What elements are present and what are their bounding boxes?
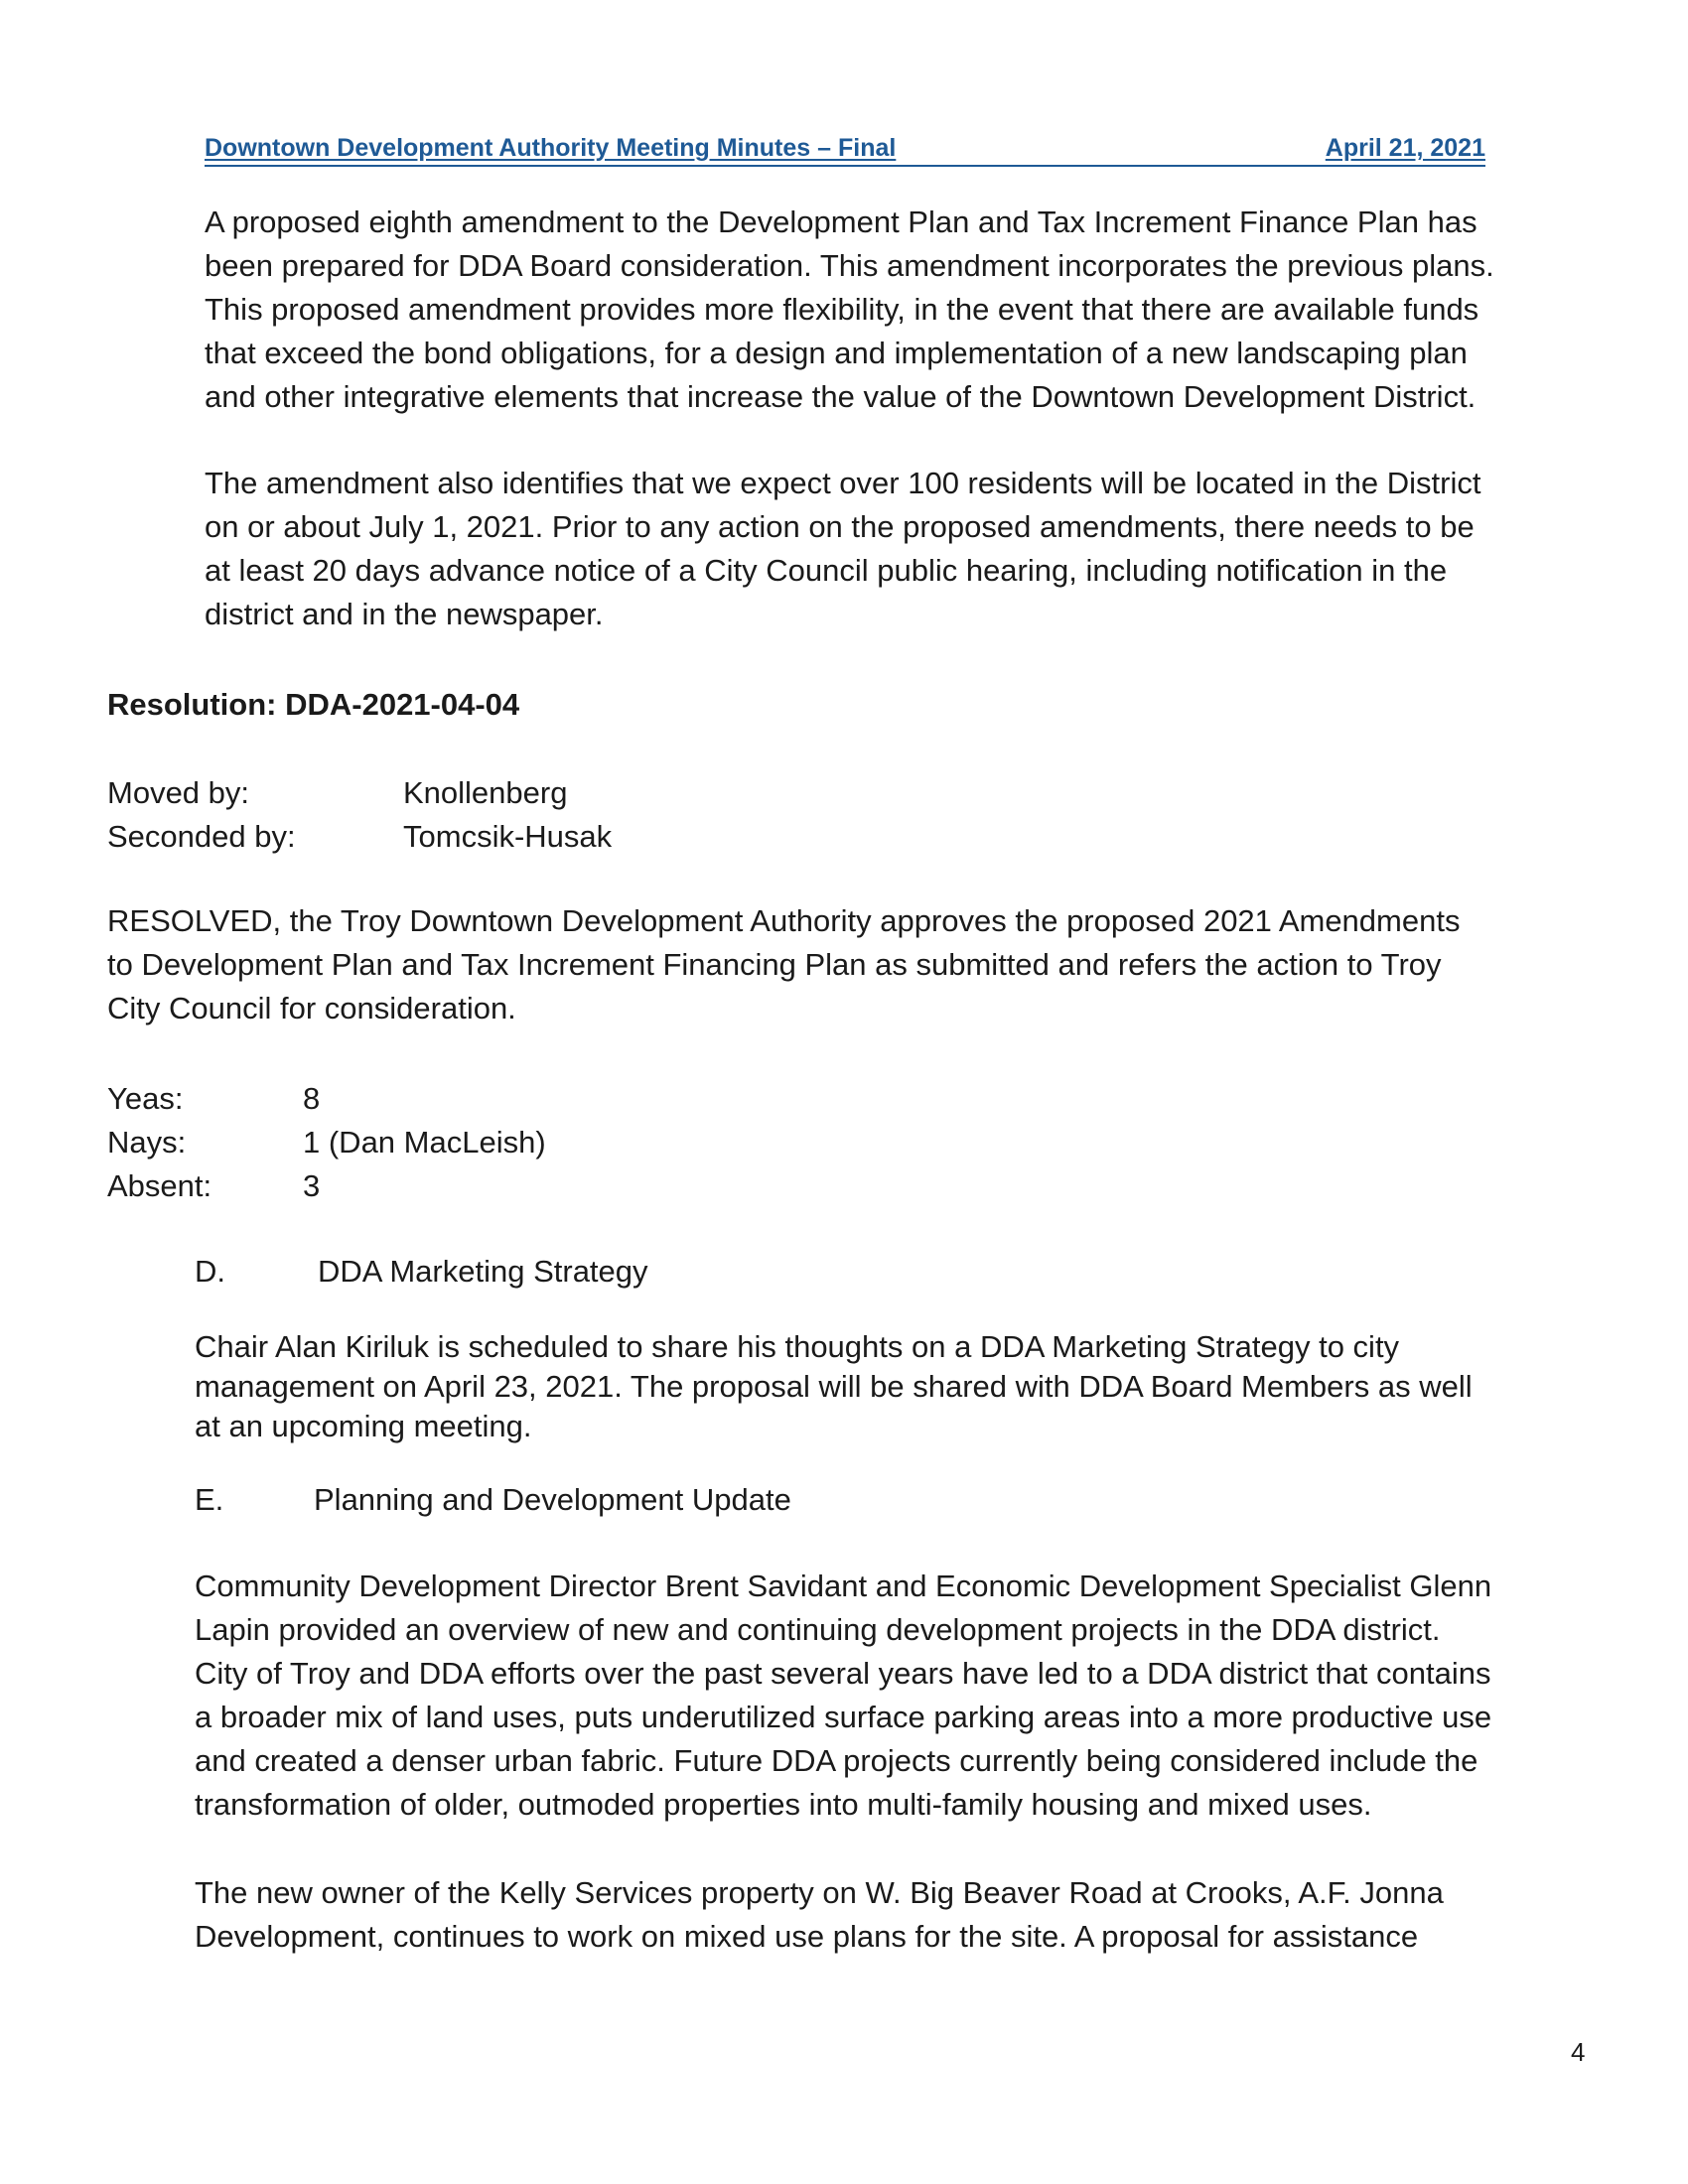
yeas-value: 8	[303, 1081, 321, 1116]
section-d-letter: D.	[195, 1254, 225, 1289]
text-line: Development, continues to work on mixed use plans for the site. A proposal for assistance	[195, 1919, 1419, 1954]
text-line: that exceed the bond obligations, for a design and implementation of a new landscaping plan	[205, 336, 1468, 370]
text-line: management on April 23, 2021. The proposal will be shared with DDA Board Members as well	[195, 1369, 1473, 1404]
section-d-text	[195, 1327, 1473, 1446]
text-line: a broader mix of land uses, puts underutilized surface parking areas into a more productive use	[195, 1700, 1492, 1734]
text-line: A proposed eighth amendment to the Development Plan and Tax Increment Finance Plan has	[205, 205, 1477, 239]
moved-by-label: Moved by:	[107, 775, 250, 810]
intro-paragraph-2	[205, 462, 1480, 636]
text-line: been prepared for DDA Board consideration. This amendment incorporates the previous plans.	[205, 248, 1494, 283]
text-line: Community Development Director Brent Savidant and Economic Development Specialist Glenn	[195, 1569, 1492, 1603]
absent-value: 3	[303, 1168, 321, 1203]
text-line: The new owner of the Kelly Services property on W. Big Beaver Road at Crooks, A.F. Jonna	[195, 1875, 1444, 1910]
text-line: This proposed amendment provides more flexibility, in the event that there are available funds	[205, 292, 1479, 327]
nays-label: Nays:	[107, 1125, 187, 1160]
section-e-letter: E.	[195, 1482, 224, 1517]
text-line: and created a denser urban fabric. Future DDA projects currently being considered include the	[195, 1743, 1478, 1778]
text-line: City of Troy and DDA efforts over the past several years have led to a DDA district that contains	[195, 1656, 1491, 1691]
section-e-paragraph-2	[195, 1871, 1444, 1959]
section-d-title: DDA Marketing Strategy	[318, 1254, 648, 1289]
header-title: Downtown Development Authority Meeting Minutes – Final	[205, 134, 897, 162]
text-line: The amendment also identifies that we expect over 100 residents will be located in the District	[205, 466, 1481, 500]
text-line: at an upcoming meeting.	[195, 1409, 532, 1443]
text-line: Chair Alan Kiriluk is scheduled to share his thoughts on a DDA Marketing Strategy to city	[195, 1329, 1400, 1364]
text-line: transformation of older, outmoded properties into multi-family housing and mixed uses.	[195, 1787, 1372, 1822]
yeas-label: Yeas:	[107, 1081, 184, 1116]
page-number: 4	[1571, 2037, 1586, 2067]
text-line: at least 20 days advance notice of a City Council public hearing, including notification in the	[205, 553, 1448, 588]
header-date: April 21, 2021	[1325, 134, 1485, 162]
nays-value: 1 (Dan MacLeish)	[303, 1125, 546, 1160]
text-line: and other integrative elements that increase the value of the Downtown Development District.	[205, 379, 1477, 414]
resolution-text	[107, 899, 1460, 1030]
section-e-paragraph-1	[195, 1565, 1491, 1827]
seconded-by-value: Tomcsik-Husak	[403, 819, 613, 854]
seconded-by-label: Seconded by:	[107, 819, 296, 854]
resolution-heading: Resolution: DDA-2021-04-04	[107, 687, 520, 722]
text-line: City Council for consideration.	[107, 991, 516, 1025]
text-line: RESOLVED, the Troy Downtown Development Authority approves the proposed 2021 Amendments	[107, 903, 1461, 938]
text-line: on or about July 1, 2021. Prior to any action on the proposed amendments, there needs to be	[205, 509, 1475, 544]
page-header	[205, 131, 1485, 167]
text-line: district and in the newspaper.	[205, 597, 604, 631]
text-line: to Development Plan and Tax Increment Financing Plan as submitted and refers the action to Troy	[107, 947, 1442, 982]
section-e-title: Planning and Development Update	[314, 1482, 791, 1517]
intro-paragraph-1	[205, 201, 1494, 419]
absent-label: Absent:	[107, 1168, 212, 1203]
text-line: Lapin provided an overview of new and continuing development projects in the DDA district.	[195, 1612, 1441, 1647]
moved-by-value: Knollenberg	[403, 775, 568, 810]
